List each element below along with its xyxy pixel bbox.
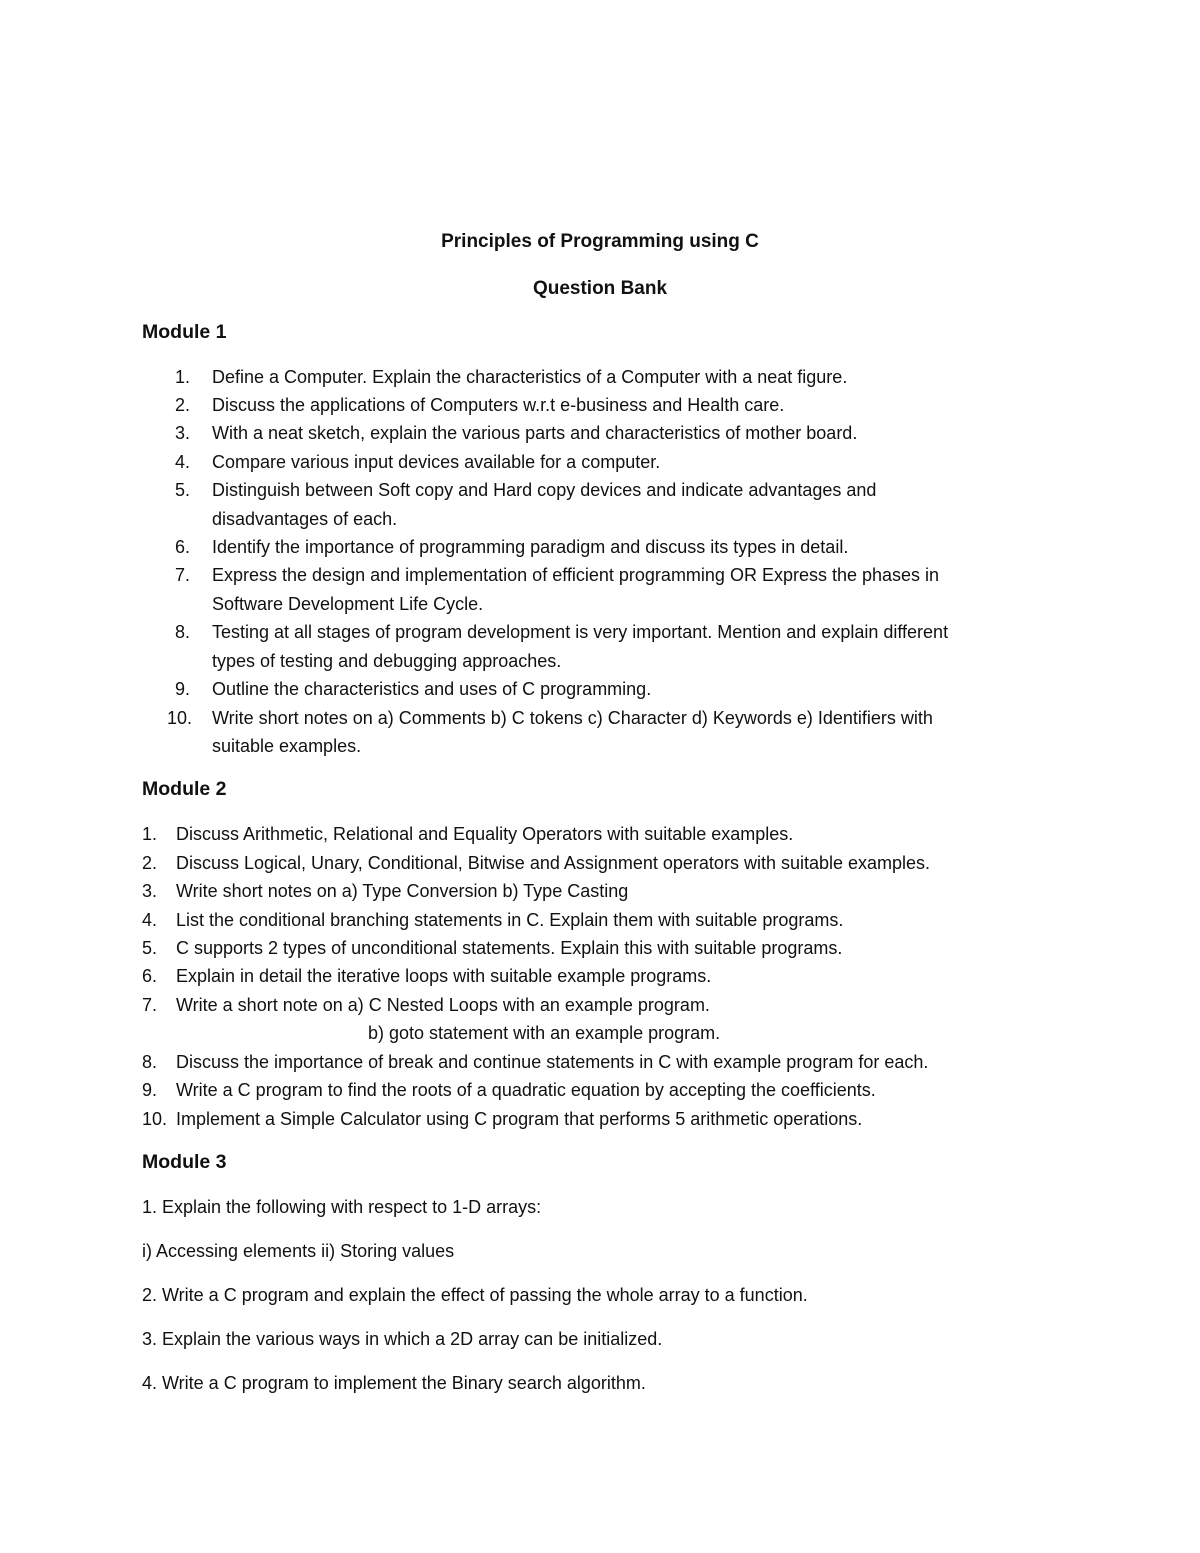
question-text: disadvantages of each.: [212, 509, 398, 529]
module-1-heading: Module 1: [142, 321, 227, 343]
module-3-question-4: 4. Write a C program to implement the Binary search algorithm.: [142, 1373, 646, 1393]
question-number: 8.: [142, 1052, 158, 1072]
question-number: 2.: [175, 395, 191, 415]
question-text: suitable examples.: [212, 736, 362, 756]
question-text: C supports 2 types of unconditional statements. Explain this with suitable programs.: [176, 938, 843, 958]
question-text: Outline the characteristics and uses of C programming.: [212, 679, 652, 699]
question-text: Distinguish between Soft copy and Hard copy devices and indicate advantages and: [212, 480, 877, 500]
question-number: 2.: [142, 853, 158, 873]
question-text: Discuss the importance of break and continue statements in C with example program for each.: [176, 1052, 929, 1072]
question-text: Write short notes on a) Comments b) C tokens c) Character d) Keywords e) Identifiers with: [212, 708, 933, 728]
question-text: Write a C program to find the roots of a quadratic equation by accepting the coefficients.: [176, 1080, 876, 1100]
question-text: Write a short note on a) C Nested Loops with an example program.: [176, 995, 710, 1015]
question-text: Discuss Logical, Unary, Conditional, Bitwise and Assignment operators with suitable examples.: [176, 853, 931, 873]
question-text: Discuss the applications of Computers w.r.t e-business and Health care.: [212, 395, 785, 415]
question-text: Define a Computer. Explain the characteristics of a Computer with a neat figure.: [212, 367, 848, 387]
module-3-question-1-subparts: i) Accessing elements ii) Storing values: [142, 1241, 455, 1261]
question-number: 5.: [142, 938, 158, 958]
question-text: Software Development Life Cycle.: [212, 594, 484, 614]
question-number: 1.: [175, 367, 191, 387]
document-subtitle: Question Bank: [532, 278, 668, 299]
question-number: 7.: [175, 565, 191, 585]
module-3-heading: Module 3: [142, 1151, 227, 1173]
question-number: 3.: [142, 881, 158, 901]
question-number: 9.: [142, 1080, 158, 1100]
question-text: With a neat sketch, explain the various parts and characteristics of mother board.: [212, 423, 858, 443]
question-text: Express the design and implementation of efficient programming OR Express the phases in: [212, 565, 940, 585]
question-number: 6.: [175, 537, 191, 557]
question-text: Testing at all stages of program development is very important. Mention and explain different: [212, 622, 949, 642]
module-2-heading: Module 2: [142, 778, 227, 800]
question-number: 10.: [142, 1109, 168, 1129]
question-text: types of testing and debugging approaches.: [212, 651, 562, 671]
module-3-question-1: 1. Explain the following with respect to 1-D arrays:: [142, 1197, 542, 1217]
question-text: Identify the importance of programming paradigm and discuss its types in detail.: [212, 537, 849, 557]
question-number: 9.: [175, 679, 191, 699]
question-text: List the conditional branching statements in C. Explain them with suitable programs.: [176, 910, 844, 930]
module-3-question-3: 3. Explain the various ways in which a 2D array can be initialized.: [142, 1329, 663, 1349]
question-text: b) goto statement with an example program.: [368, 1023, 721, 1043]
document-title: Principles of Programming using C: [441, 231, 759, 252]
question-text: Write short notes on a) Type Conversion b) Type Casting: [176, 881, 629, 901]
question-number: 6.: [142, 966, 158, 986]
question-number: 7.: [142, 995, 158, 1015]
question-text: Implement a Simple Calculator using C program that performs 5 arithmetic operations.: [176, 1109, 863, 1129]
question-number: 10.: [167, 708, 193, 728]
question-number: 3.: [175, 423, 191, 443]
question-number: 4.: [142, 910, 158, 930]
question-text: Discuss Arithmetic, Relational and Equality Operators with suitable examples.: [176, 824, 794, 844]
question-number: 1.: [142, 824, 158, 844]
module-3-question-2: 2. Write a C program and explain the effect of passing the whole array to a function.: [142, 1285, 808, 1305]
question-number: 5.: [175, 480, 191, 500]
question-text: Explain in detail the iterative loops with suitable example programs.: [176, 966, 712, 986]
question-text: Compare various input devices available for a computer.: [212, 452, 661, 472]
question-number: 4.: [175, 452, 191, 472]
question-number: 8.: [175, 622, 191, 642]
